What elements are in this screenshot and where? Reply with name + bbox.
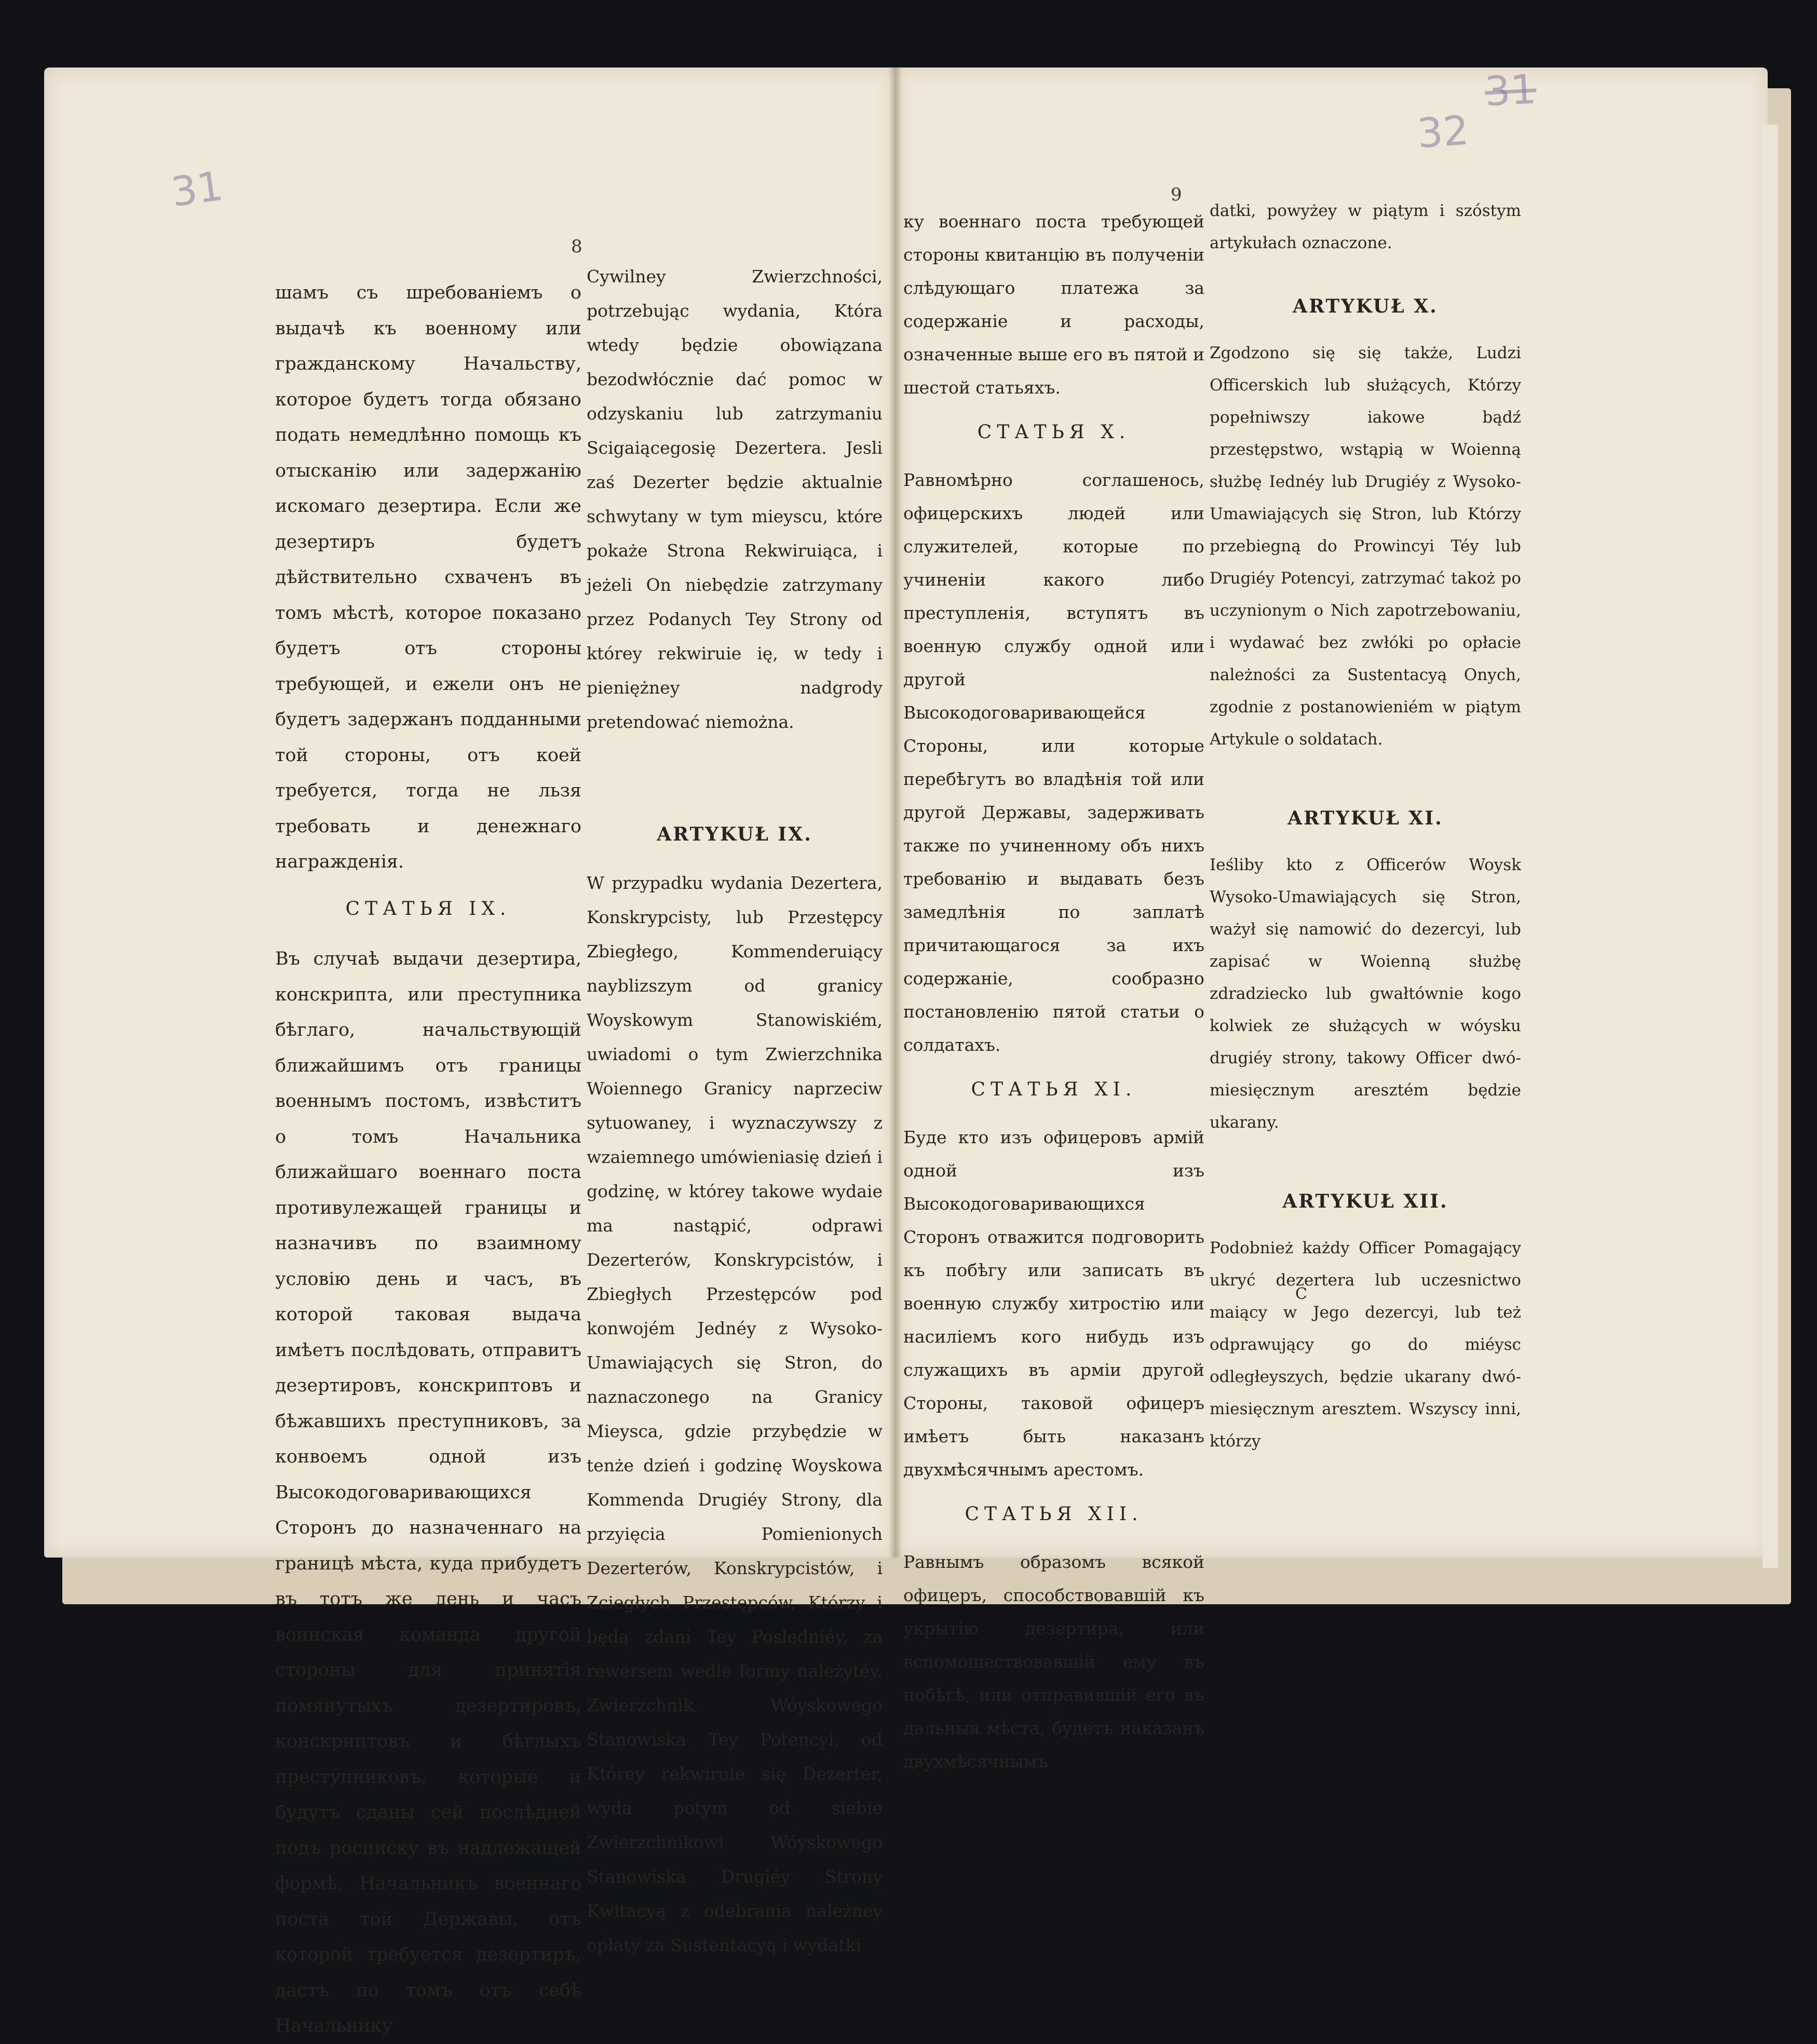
left-russian-column <box>275 275 581 2044</box>
article-text-pl-xi: Ieśliby kto z Officerów Woysk Wysoko-Umawiających się Stron, ważył się namowić do dezercyi, lub zapisać w Woienną służbę zdradziecko lub gwałtównie kogo kolwiek ze służących w wóysku drugiéy strony, takowy Officer dwó-miesięcznym aresztém będzie ukarany. <box>1210 856 1521 1132</box>
article-text-pl-x: Zgodzono się się także, Ludzi Officerskich lub służących, Którzy popełniwszy iakowe bądź przestępstwo, wstąpią w Woienną służbę Iednéy lub Drugiéy z Wysoko-Umawiających się Stron, lub Którzy przebiegną do Prowincyi Téy lub Drugiéy Potencyi, zatrzymać takoż po uczynionym o Nich zapotrzebowaniu, i wydawać bez zwłóki po opłacie należności za Sustentacyą Onych, zgodnie z postanowieniém w piątym Artykule o soldatach. <box>1210 344 1521 749</box>
left-polish-column <box>587 260 883 1962</box>
right-polish-column <box>1210 195 1521 1457</box>
right-russian-intro: ку военнаго поста требующей стороны квитанцію въ полученіи слѣдующаго платежа за содержаніе и расходы, означенные выше его въ пятой и шестой статьяхъ. <box>903 211 1204 398</box>
folio-mark-struck: 31 <box>1483 66 1538 116</box>
article-text-pl-ix: W przypadku wydania Dezertera, Konskrypcisty, lub Przestępcy Zbiegłego, Kommenderuiący nayblizszym od granicy Woyskowym Stanowiskiém, uwiadomi o tym Zwierzchnika Woiennego Granicy naprzeciw sytuowaney, i wyznaczywszy z wzaiemnego umówieniasię dzień i godzinę, w którey takowe wydaie ma nastąpić, odprawi Dezerterów, Konskrypcistów, i Zbiegłych Przestępców pod konwojém Jednéy z Wysoko-Umawiających się Stron, do naznaczonego na Granicy Mieysca, gdzie przybędzie w tenże dzień i godzinę Woyskowa Kommenda Drugiéy Strony, dla przyięcia Pomienionych Dezerterów, Konskrypcistów, i Zciegłych Przestępców, Którzy i będą zdani Tey Posledniéy, za rewersem wedle formy należytéy. Zwierzchnik Wóyskowego Stanowiska Tey Potencyi, od Którey rekwiruie się Dezerter, wyda potym od siebie Zwierzchnikowi Wóyskowego Stanowiska Drugiéy Strony Kwitacyą z odebrania należney opłaty za Sustentacyą i wydatki <box>587 873 883 1955</box>
article-heading-ru-xi: СТАТЬЯ XI. <box>971 1079 1137 1100</box>
article-text-ru-x: Равномѣрно соглашенось, офицерскихъ людей или служителей, которые по учиненіи какого либо преступленія, вступятъ въ военную службу одной или другой Высокодоговаривающейся Стороны, или которые перебѣгутъ во владѣнія той или другой Державы, задерживать также по учиненному объ нихъ требованію и выдавать безъ замедлѣнія по заплатѣ причитающагося за ихъ содержаніе, сообразно постановленію пятой статьи о солдатахъ. <box>903 470 1204 1055</box>
book-gutter <box>889 67 902 1558</box>
article-text-pl-xii: Podobnież każdy Officer Pomagający ukryć dezertera lub uczesnictwo maiący w Jego dezercyi, lub też odprawujący go do miéysc odległeyszych, będzie ukarany dwó-miesięcznym aresztem. Wszyscy inni, którzy <box>1210 1239 1521 1451</box>
right-polish-intro: datki, powyżey w piątym i szóstym artykułach oznaczone. <box>1210 201 1521 252</box>
article-heading-pl-xii: ARTYKUŁ XII. <box>1282 1190 1448 1212</box>
left-polish-intro: Cywilney Zwierzchności, potrzebując wydania, Która wtedy będzie obowiązana bezodwłócznie dać pomoc w odzyskaniu lub zatrzymaniu Scigaiącegosię Dezertera. Jesli zaś Dezerter będzie aktualnie schwytany w tym mieyscu, które pokaże Strona Rekwiruiąca, i jeżeli On niebędzie zatrzymany przez Podanych Tey Strony od którey rekwiruie ię, w tedy i pieniężney nadgrody pretendować niemożna. <box>587 266 883 732</box>
folio-mark-right: 32 <box>1415 107 1471 158</box>
page-number-right: 9 <box>1171 184 1182 205</box>
left-russian-intro: шамъ съ шребованіемъ о выдачѣ къ военному или гражданскому Начальству, которое будетъ тогда обязано подать немедлѣнно помощь къ отысканію или задержанію искомаго дезертира. Если же дезертиръ будетъ дѣйствительно схваченъ въ томъ мѣстѣ, которое показано будетъ отъ стороны требующей, и ежели онъ не будетъ задержанъ подданными той стороны, отъ коей требуется, тогда не льзя требовать и денежнаго награжденія. <box>275 282 581 872</box>
folio-mark-left: 31 <box>168 163 226 216</box>
article-heading-pl-x: ARTYKUŁ X. <box>1293 295 1438 317</box>
article-heading-pl-xi: ARTYKUŁ XI. <box>1287 807 1443 829</box>
article-text-ru-xii: Равнымъ образомъ всякой офицеръ, способствовавшій къ укрытію дезертира, или вспомоществовавшій ему въ побѣгѣ, или отправившій его въ дальныя мѣста, будетъ наказанъ двухмѣсячнымъ <box>903 1552 1204 1771</box>
article-text-ru-ix: Въ случаѣ выдачи дезертира, конскрипта, или преступника бѣглаго, начальствующій ближайшимъ отъ границы военнымъ постомъ, извѣститъ о томъ Начальника ближайшаго военнаго поста противулежащей границы и назначивъ по взаимному условію день и часъ, въ которой таковая выдача имѣетъ послѣдовать, отправитъ дезертировъ, конскриптовъ и бѣжавшихъ преступниковъ, за конвоемъ одной изъ Высокодоговаривающихся Сторонъ до назначеннаго на границѣ мѣста, куда прибудетъ въ тотъ же день и часъ воинская команда другой стороны для принятія помянутыхъ дезертировъ, конскриптовъ и бѣглыхъ преступниковъ, которые и будутъ сданы сей послѣдней подъ росписку въ надлежащей формѣ, Начальникъ военнаго поста той Державы, отъ которой требуется дезертиръ, дастъ по томъ отъ себѣ Начальнику <box>275 949 581 2036</box>
article-heading-ru-ix: СТАТЬЯ IX. <box>345 898 511 919</box>
article-heading-ru-xii: СТАТЬЯ XII. <box>965 1504 1143 1525</box>
right-russian-column <box>903 205 1204 1778</box>
signature-mark: C <box>1295 1285 1307 1303</box>
article-heading-pl-ix: ARTYKUŁ IX. <box>657 823 812 845</box>
page-edge <box>1762 125 1778 1568</box>
article-heading-ru-x: СТАТЬЯ X. <box>977 422 1131 443</box>
article-text-ru-xi: Буде кто изъ офицеровъ армій одной изъ Высокодоговаривающихся Сторонъ отважится подговорить къ побѣгу или записать въ военную службу хитростію или насиліемъ кого нибудь изъ служащихъ въ арміи другой Стороны, таковой офицеръ имѣетъ быть наказанъ двухмѣсячнымъ арестомъ. <box>903 1127 1204 1480</box>
page-number-left: 8 <box>571 236 582 257</box>
